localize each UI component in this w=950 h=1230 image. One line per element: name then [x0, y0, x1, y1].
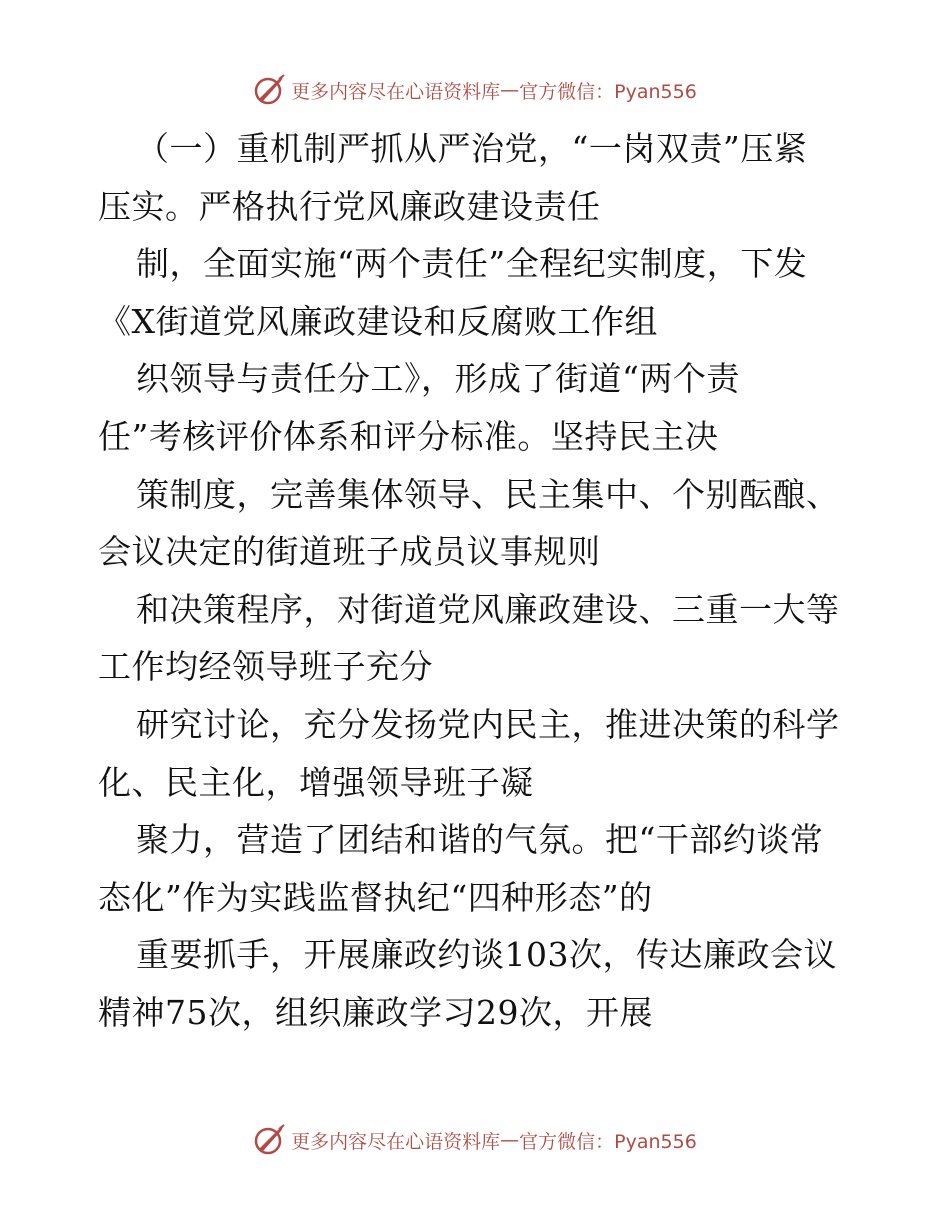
- header-watermark: [0, 70, 950, 110]
- text-line: 重要抓手，开展廉政约谈103次，传达廉政会议: [136, 935, 837, 975]
- watermark-contact: 官方微信：Pyan556: [519, 80, 697, 103]
- text-line: 制，全面实施“两个责任”全程纪实制度，下发: [136, 244, 808, 284]
- text-line: 化、民主化，增强领导班子凝: [98, 762, 534, 802]
- footer-watermark: [0, 1120, 950, 1160]
- text-line: 精神75次，组织廉政学习29次，开展: [98, 992, 653, 1032]
- text-line: 会议决定的街道班子成员议事规则: [98, 532, 601, 572]
- watermark-text: 更多内容尽在心语资料库: [291, 1130, 501, 1153]
- watermark-text: 更多内容尽在心语资料库: [291, 80, 501, 103]
- text-line: （一）重机制严抓从严治党，“一岗双责”压紧: [136, 129, 808, 168]
- quill-logo-icon: [253, 1123, 287, 1157]
- watermark-contact: 官方微信：Pyan556: [519, 1130, 697, 1153]
- text-line: 研究讨论，充分发扬党内民主，推进决策的科学: [136, 704, 840, 744]
- text-line: 任”考核评价体系和评分标准。坚持民主决: [98, 416, 719, 456]
- text-line: 《X街道党风廉政建设和反腐败工作组: [98, 301, 658, 341]
- text-line: 聚力，营造了团结和谐的气氛。把“干部约谈常: [136, 820, 824, 860]
- text-line: 策制度，完善集体领导、民主集中、个别酝酿、: [136, 474, 840, 514]
- text-line: 压实。严格执行党风廉政建设责任: [98, 186, 601, 226]
- text-line: 工作均经领导班子充分: [98, 647, 433, 687]
- quill-logo-icon: [253, 73, 287, 107]
- watermark-dash: —: [500, 79, 520, 101]
- text-line: 态化”作为实践监督执纪“四种形态”的: [98, 877, 653, 917]
- document-body: [98, 120, 858, 1042]
- text-line: 织领导与责任分工》，形成了街道“两个责: [136, 359, 740, 399]
- watermark-dash: —: [500, 1129, 520, 1151]
- text-line: 和决策程序，对街道党风廉政建设、三重一大等: [136, 589, 840, 629]
